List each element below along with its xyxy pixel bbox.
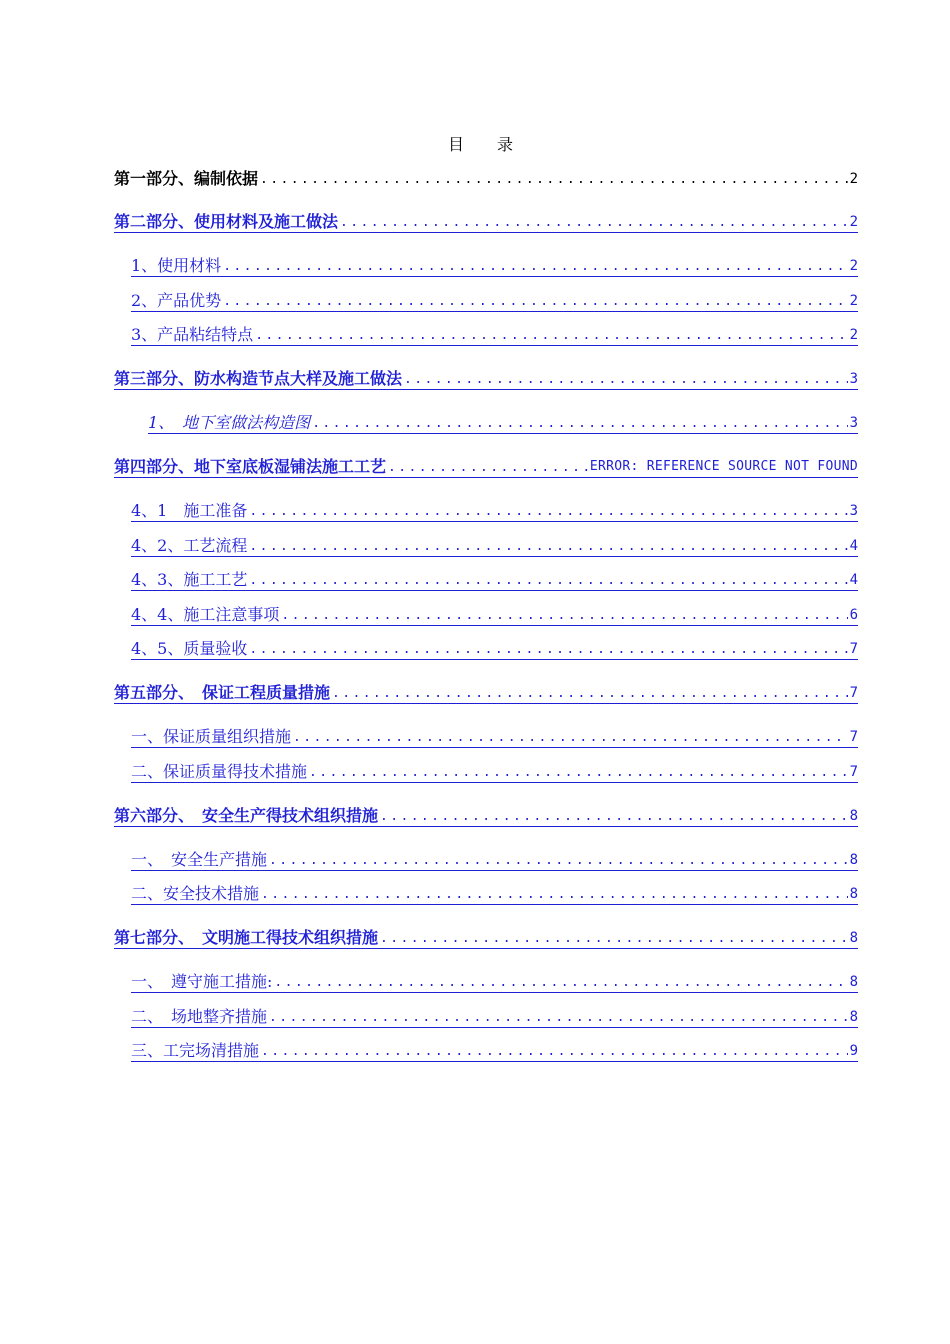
toc-entry-page: 8 [849, 930, 858, 946]
toc-entry-page: 2 [849, 258, 858, 274]
toc-entry-label: 一、 安全生产措施 [131, 850, 268, 869]
dot-leader [293, 727, 848, 747]
toc-entry-page: 7 [849, 641, 858, 657]
toc-entry-label: 二、 场地整齐措施 [131, 1007, 268, 1026]
dot-leader [223, 291, 847, 311]
toc-entry-label: 4、5、质量验收 [131, 639, 248, 658]
toc-entry-label: 1、使用材料 [131, 256, 222, 275]
toc-entry-label: 第四部分、地下室底板湿铺法施工工艺 [114, 457, 387, 476]
toc-entry-4-3[interactable] [131, 568, 858, 591]
dot-leader [269, 850, 848, 870]
toc-entry-part-3[interactable] [114, 367, 858, 390]
toc-entry-label: 第六部分、 安全生产得技术组织措施 [114, 806, 379, 825]
dot-leader [309, 762, 848, 782]
dot-leader [332, 683, 848, 703]
toc-entry-label: 一、保证质量组织措施 [131, 727, 292, 746]
toc-entry-label: 二、保证质量得技术措施 [131, 762, 308, 781]
toc-entry-page: 4 [849, 538, 858, 554]
toc-entry-label: 2、产品优势 [131, 291, 222, 310]
dot-leader [380, 806, 848, 826]
dot-leader [312, 413, 847, 433]
toc-entry-part-4[interactable] [114, 455, 858, 478]
toc-entry-page: 7 [849, 729, 858, 745]
toc-entry-page-error: ERROR: REFERENCE SOURCE NOT FOUND [589, 459, 858, 474]
toc-entry-7-1[interactable] [131, 970, 858, 993]
toc-entry-label: 4、3、施工工艺 [131, 570, 248, 589]
toc-entry-page: 8 [849, 886, 858, 902]
toc-entry-label: 4、2、工艺流程 [131, 536, 248, 555]
toc-entry-page: 7 [849, 685, 858, 701]
toc-entry-page: 8 [849, 974, 858, 990]
dot-leader [249, 501, 847, 521]
toc-entry-5-1[interactable] [131, 725, 858, 748]
toc-entry-part-1[interactable] [114, 167, 858, 189]
toc-entry-label: 第三部分、防水构造节点大样及施工做法 [114, 369, 403, 388]
toc-entry-label: 第一部分、编制依据 [114, 169, 259, 188]
toc-entry-label: 4、4、施工注意事项 [131, 605, 280, 624]
toc-entry-page: 7 [849, 764, 858, 780]
toc-entry-2-1[interactable] [131, 254, 858, 277]
toc-entry-label: 4、1 施工准备 [131, 501, 248, 520]
toc-entry-page: 2 [849, 327, 858, 343]
toc-entry-4-5[interactable] [131, 637, 858, 660]
dot-leader [249, 570, 847, 590]
dot-leader [223, 256, 847, 276]
toc-entry-page: 8 [849, 808, 858, 824]
toc-entry-page: 2 [849, 214, 858, 230]
dot-leader [249, 639, 847, 659]
toc-entry-page: 8 [849, 1009, 858, 1025]
toc-entry-4-1[interactable] [131, 499, 858, 522]
dot-leader [249, 536, 847, 556]
toc-entry-part-7[interactable] [114, 926, 858, 949]
toc-entry-2-2[interactable] [131, 289, 858, 312]
dot-leader [261, 884, 848, 904]
toc-entry-page: 3 [849, 415, 858, 431]
toc-entry-part-6[interactable] [114, 804, 858, 827]
toc-entry-label: 1、 地下室做法构造图 [148, 413, 311, 432]
toc-entry-label: 3、产品粘结特点 [131, 325, 254, 344]
toc-entry-4-2[interactable] [131, 534, 858, 557]
toc-entry-page: 3 [849, 371, 858, 387]
toc-entry-label: 一、 遵守施工措施: [131, 972, 273, 991]
toc-entry-label: 三、工完场清措施 [131, 1041, 260, 1060]
toc-entry-page: 4 [849, 572, 858, 588]
toc-entry-page: 9 [849, 1043, 858, 1059]
toc-entry-part-2[interactable] [114, 210, 858, 233]
dot-leader [260, 169, 848, 189]
toc-entry-page: 8 [849, 852, 858, 868]
toc-title: 目 录 [447, 135, 528, 154]
toc-entry-page: 3 [849, 503, 858, 519]
dot-leader [274, 972, 847, 992]
toc-entry-6-1[interactable] [131, 848, 858, 871]
toc-entry-label: 第五部分、 保证工程质量措施 [114, 683, 331, 702]
toc-entry-page: 6 [849, 607, 858, 623]
toc-entry-label: 二、安全技术措施 [131, 884, 260, 903]
dot-leader [255, 325, 847, 345]
toc-entry-3-1[interactable] [148, 411, 858, 434]
toc-entry-part-5[interactable] [114, 681, 858, 704]
toc-entry-7-2[interactable] [131, 1005, 858, 1028]
dot-leader [388, 457, 588, 477]
toc-entry-7-3[interactable] [131, 1039, 858, 1062]
dot-leader [404, 369, 848, 389]
dot-leader [261, 1041, 848, 1061]
toc-entry-page: 2 [849, 171, 858, 187]
toc-entry-4-4[interactable] [131, 603, 858, 626]
toc-entry-2-3[interactable] [131, 323, 858, 346]
toc-entry-5-2[interactable] [131, 760, 858, 783]
dot-leader [340, 212, 848, 232]
toc-entry-label: 第二部分、使用材料及施工做法 [114, 212, 339, 231]
dot-leader [281, 605, 847, 625]
toc-entry-label: 第七部分、 文明施工得技术组织措施 [114, 928, 379, 947]
dot-leader [269, 1007, 848, 1027]
dot-leader [380, 928, 848, 948]
toc-entry-page: 2 [849, 293, 858, 309]
toc-entry-6-2[interactable] [131, 882, 858, 905]
